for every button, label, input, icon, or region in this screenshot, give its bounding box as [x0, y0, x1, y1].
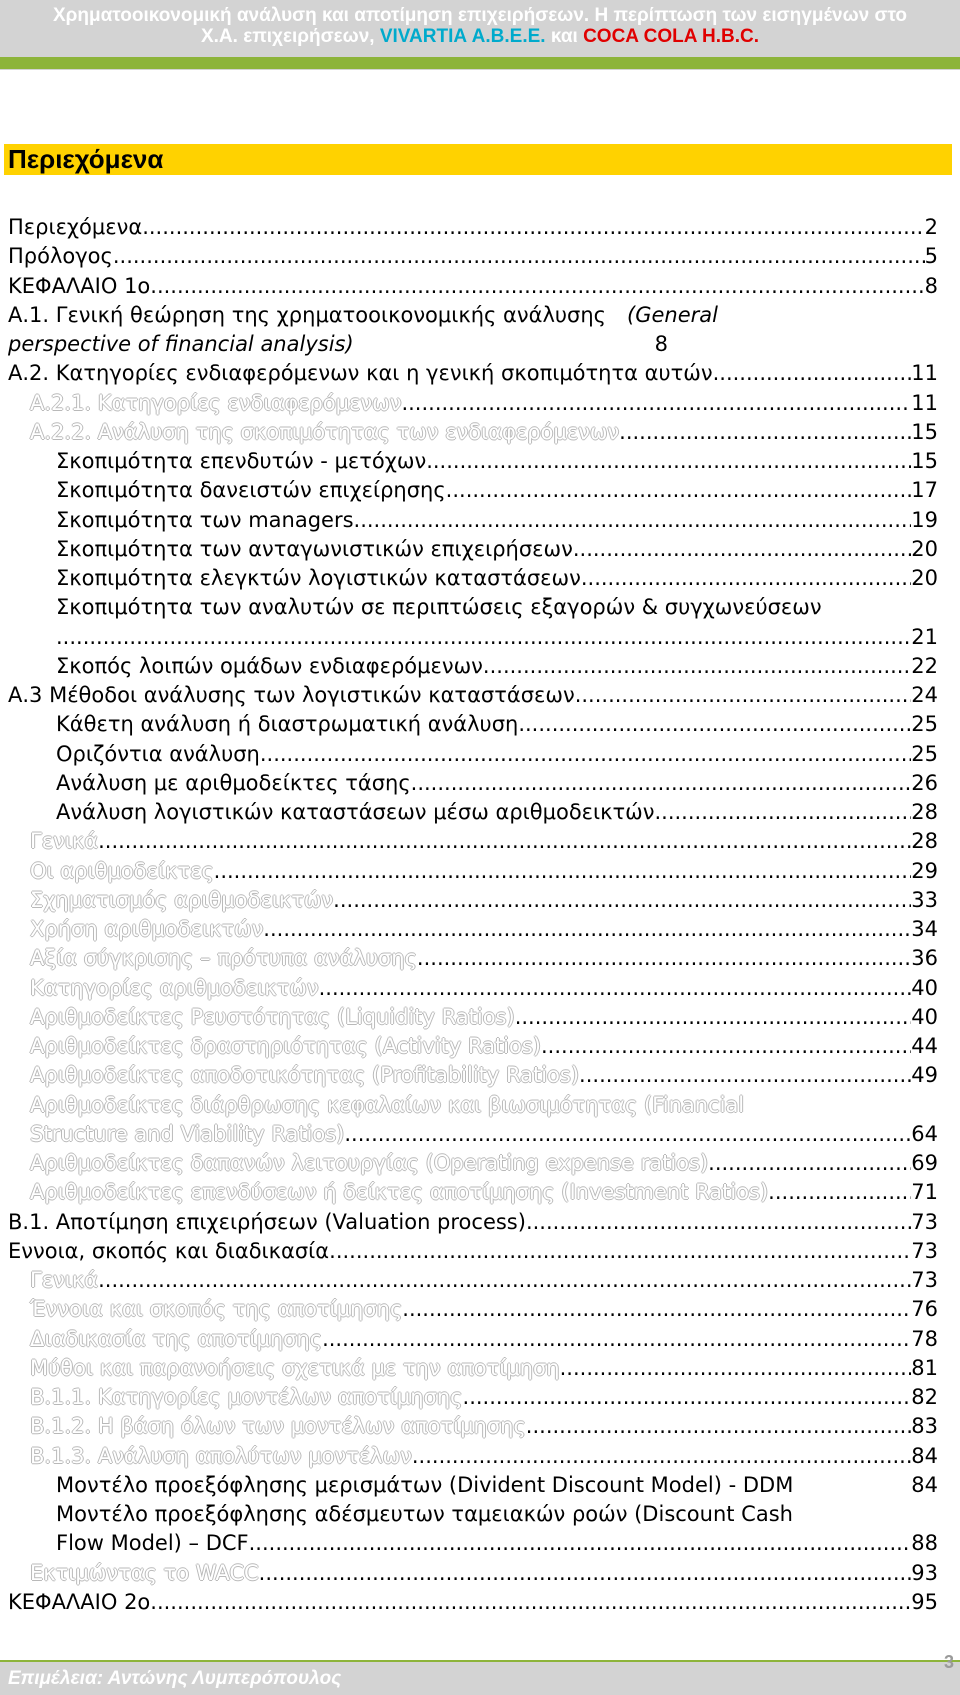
toc-entry-label: Σκοπιμότητα δανειστών επιχείρησης	[56, 478, 446, 502]
toc-entry	[8, 330, 868, 359]
toc-entry	[8, 1588, 938, 1617]
toc-dot-leader	[515, 1003, 912, 1032]
toc-entry-page: 28	[911, 800, 938, 824]
toc-entry-page: 69	[911, 1151, 938, 1175]
toc-entry-label: Αριθμοδείκτες επενδύσεων ή δείκτες αποτίμησης (Investment Ratios)	[30, 1180, 769, 1204]
toc-dot-leader	[113, 242, 925, 271]
toc-entry-page: 95	[911, 1590, 938, 1614]
toc-entry	[30, 1032, 938, 1061]
header-and: και	[545, 26, 584, 47]
toc-entry	[30, 1061, 938, 1090]
toc-entry-label: perspective of financial analysis)	[8, 332, 354, 356]
toc-entry-page: 36	[911, 946, 938, 970]
page-number: 3	[943, 1652, 954, 1672]
toc-entry-page: 25	[911, 742, 938, 766]
toc-entry-label: Γενικά	[30, 829, 99, 853]
toc-dot-leader	[573, 535, 911, 564]
toc-entry-label: Εκτιμώντας το WACC	[30, 1561, 259, 1585]
toc-entry	[30, 915, 938, 944]
toc-entry-page: 24	[911, 683, 938, 707]
toc-entry-label: Flow Model) – DCF	[56, 1531, 249, 1555]
toc-entry-page: 84	[911, 1444, 938, 1468]
toc-entry-page: 26	[911, 771, 938, 795]
toc-entry-label: Β.1.1. Κατηγορίες μοντέλων αποτίμησης	[30, 1385, 463, 1409]
toc-dot-leader	[214, 857, 912, 886]
toc-dot-leader	[463, 1383, 912, 1412]
toc-entry	[56, 623, 938, 652]
toc-entry-label: Εννοια, σκοπός και διαδικασία	[8, 1239, 330, 1263]
toc-entry	[56, 710, 938, 739]
toc-entry-label: Πρόλογος	[8, 244, 113, 268]
header-accent-bar	[0, 57, 960, 69]
toc-entry-label: Κατηγορίες αριθμοδεικτών	[30, 976, 319, 1000]
toc-entry-page: 40	[911, 976, 938, 1000]
toc-entry	[30, 1325, 938, 1354]
toc-entry	[8, 213, 938, 242]
toc-entry	[56, 535, 938, 564]
toc-dot-leader	[319, 974, 912, 1003]
toc-dot-leader	[483, 652, 911, 681]
toc-entry	[56, 798, 938, 827]
toc-entry	[30, 1091, 910, 1120]
toc-entry-label: Γενικά	[30, 1268, 99, 1292]
toc-entry-label: Σκοπιμότητα των ανταγωνιστικών επιχειρήσεων	[56, 537, 573, 561]
toc-entry-label: Ανάλυση λογιστικών καταστάσεων μέσω αριθμοδεικτών	[56, 800, 655, 824]
toc-entry-label: Β.1.2. Η βάση όλων των μοντέλων αποτίμησης	[30, 1414, 526, 1438]
toc-entry-label: Structure and Viability Ratios)	[30, 1122, 345, 1146]
toc-entry-page: 83	[911, 1414, 938, 1438]
toc-entry	[30, 1559, 938, 1588]
toc-entry-page: 11	[911, 391, 938, 415]
toc-dot-leader	[518, 710, 911, 739]
toc-dot-leader	[412, 1442, 911, 1471]
toc-entry-label: Μοντέλο προεξόφλησης μερισμάτων (Divident Discount Model) - DDM	[56, 1473, 794, 1497]
toc-entry-label: Κάθετη ανάλυση ή διαστρωματική ανάλυση	[56, 712, 519, 736]
toc-dot-leader	[426, 447, 911, 476]
toc-entry-label: ΚΕΦΑΛΑΙΟ 1ο	[8, 274, 151, 298]
toc-dot-leader	[150, 1588, 911, 1617]
toc-dot-leader	[98, 1266, 911, 1295]
toc-dot-leader	[333, 886, 911, 915]
toc-dot-leader	[581, 564, 911, 593]
toc-entry-page: 8	[654, 332, 668, 356]
toc-entry	[30, 1149, 938, 1178]
toc-entry-page: 11	[911, 361, 938, 385]
toc-entry-page: 21	[911, 625, 938, 649]
toc-entry-page: 33	[911, 888, 938, 912]
header-title-line-1: Χρηματοοικονομική ανάλυση και αποτίμηση επιχειρήσεων. Η περίπτωση των εισηγμένων στο	[52, 5, 908, 26]
toc-entry-label: Β.1. Αποτίμηση επιχειρήσεων (Valuation process).	[8, 1210, 533, 1234]
toc-dot-leader	[354, 506, 912, 535]
toc-entry-label: Α.2.2. Ανάλυση της σκοπιμότητας των ενδιαφερόμενων	[30, 420, 620, 444]
toc-dot-leader	[150, 272, 924, 301]
toc-entry	[30, 1383, 938, 1412]
toc-entry-page: 20	[911, 537, 938, 561]
toc-entry-page: 15	[911, 420, 938, 444]
toc-entry-page: 20	[911, 566, 938, 590]
toc-entry-page: 44	[911, 1034, 938, 1058]
toc-dot-leader	[263, 915, 911, 944]
toc-entry-label: Α.2. Κατηγορίες ενδιαφερόμενων και η γενική σκοπιμότητα αυτών	[8, 361, 713, 385]
toc-entry-label: Β.1.3. Ανάλυση απολύτων μοντέλων	[30, 1444, 412, 1468]
toc-entry-label: Περιεχόμενα	[8, 215, 143, 239]
toc-entry-page: 25	[911, 712, 938, 736]
toc-entry	[56, 652, 938, 681]
toc-dot-leader	[768, 1178, 911, 1207]
toc-entry	[30, 1266, 938, 1295]
toc-dot-leader	[533, 1208, 912, 1237]
toc-entry-label: Σκοπιμότητα των αναλυτών σε περιπτώσεις εξαγορών & συγχωνεύσεων	[56, 595, 822, 619]
toc-dot-leader	[329, 1237, 911, 1266]
toc-entry	[30, 886, 938, 915]
toc-dot-leader	[322, 1325, 911, 1354]
toc-dot-leader	[98, 827, 911, 856]
toc-entry	[8, 1208, 938, 1237]
toc-entry	[8, 242, 938, 271]
toc-entry	[30, 974, 938, 1003]
toc-entry-page: 29	[911, 859, 938, 883]
toc-entry	[30, 1178, 938, 1207]
toc-entry-page: 81	[911, 1356, 938, 1380]
toc-entry-label: ΚΕΦΑΛΑΙΟ 2ο	[8, 1590, 151, 1614]
toc-entry-label: Αριθμοδείκτες διάρθρωσης κεφαλαίων και βιωσιμότητας (Financial	[30, 1093, 745, 1117]
toc-dot-leader	[402, 1295, 911, 1324]
toc-entry	[30, 1442, 938, 1471]
toc-entry-label: Σκοπιμότητα ελεγκτών λογιστικών καταστάσεων	[56, 566, 581, 590]
toc-dot-leader	[142, 213, 924, 242]
toc-entry-page: 73	[911, 1268, 938, 1292]
toc-entry-page: 73	[911, 1210, 938, 1234]
toc-entry-page: 28	[911, 829, 938, 853]
toc-entry	[30, 1354, 938, 1383]
toc-entry	[8, 301, 868, 330]
toc-entry	[30, 418, 938, 447]
toc-entry-page: 76	[911, 1297, 938, 1321]
toc-entry	[30, 827, 938, 856]
toc-entry-page: 15	[911, 449, 938, 473]
toc-dot-leader	[417, 944, 911, 973]
toc-entry-page: 22	[911, 654, 938, 678]
toc-entry-page: 34	[911, 917, 938, 941]
toc-dot-leader	[260, 740, 911, 769]
page-header	[0, 0, 960, 70]
toc-dot-leader	[526, 1412, 911, 1441]
toc-dot-leader	[249, 1529, 912, 1558]
toc-entry	[56, 1529, 938, 1558]
toc-dot-leader	[708, 1149, 911, 1178]
toc-entry-page: 93	[911, 1561, 938, 1585]
toc-entry-label-italic: (General	[627, 303, 718, 327]
toc-entry-page: 84	[911, 1473, 938, 1497]
toc-entry	[30, 1412, 938, 1441]
toc-entry-label: Αριθμοδείκτες δαπανών λειτουργίας (Operating expense ratios)	[30, 1151, 709, 1175]
toc-entry-page: 5	[924, 244, 938, 268]
toc-dot-leader	[401, 389, 911, 418]
toc-entry-page: 88	[911, 1531, 938, 1555]
toc-dot-leader	[344, 1120, 911, 1149]
toc-entry-label: Ανάλυση με αριθμοδείκτες τάσης	[56, 771, 411, 795]
toc-dot-leader	[575, 681, 912, 710]
toc-entry	[8, 272, 938, 301]
toc-dot-leader	[579, 1061, 911, 1090]
toc-entry-label: Αριθμοδείκτες Ρευστότητας (Liquidity Ratios)	[30, 1005, 515, 1029]
toc-dot-leader	[259, 1559, 912, 1588]
footer-editor: Επιμέλεια: Αντώνης Λυμπερόπουλος	[8, 1668, 342, 1689]
toc-entry-label: Αριθμοδείκτες αποδοτικότητας (Profitability Ratios)	[30, 1063, 580, 1087]
toc-entry-label: Οι αριθμοδείκτες	[30, 859, 214, 883]
header-company-cocacola: COCA COLA H.B.C.	[583, 26, 759, 47]
toc-heading: Περιεχόμενα	[4, 144, 952, 175]
toc-entry	[30, 1120, 938, 1149]
toc-entry-label: Διαδικασία της αποτίμησης	[30, 1327, 323, 1351]
toc-dot-leader	[446, 476, 912, 505]
toc-entry-label: Σκοπιμότητα των managers	[56, 508, 354, 532]
toc-entry-page: 8	[924, 274, 938, 298]
toc-entry-label: Α.3 Μέθοδοι ανάλυσης των λογιστικών καταστάσεων	[8, 683, 575, 707]
toc-entry	[56, 447, 938, 476]
toc-entry	[56, 740, 938, 769]
toc-entry-label: Αξία σύγκρισης – πρότυπα ανάλυσης	[30, 946, 417, 970]
toc-dot-leader	[654, 798, 911, 827]
header-company-vivartia: VIVARTIA Α.Β.Ε.Ε.	[379, 26, 546, 47]
toc-entry-label: Σκοπός λοιπών ομάδων ενδιαφερόμενων	[56, 654, 483, 678]
toc-entry	[56, 769, 938, 798]
toc-entry	[56, 506, 938, 535]
toc-entry	[30, 944, 938, 973]
header-title-line-2	[4, 26, 956, 48]
toc-entry-label: Μύθοι και παρανοήσεις σχετικά με την αποτίμηση	[30, 1356, 560, 1380]
toc-entry	[56, 476, 938, 505]
toc-entry-page: 17	[911, 478, 938, 502]
toc-entry	[30, 1295, 938, 1324]
toc-entry-page: 82	[911, 1385, 938, 1409]
toc-dot-leader	[541, 1032, 911, 1061]
toc-entry-label: Α.1. Γενική θεώρηση της χρηματοοικονομικής ανάλυσης	[8, 303, 606, 327]
toc-entry-label: Μοντέλο προεξόφλησης αδέσμευτων ταμειακών ροών (Discount Cash	[56, 1502, 793, 1526]
toc-entry	[30, 389, 938, 418]
toc-entry-page: 64	[911, 1122, 938, 1146]
toc-entry-label: Α.2.1. Κατηγορίες ενδιαφερόμενων	[30, 391, 402, 415]
toc-entry	[56, 564, 938, 593]
toc-entry-page: 73	[911, 1239, 938, 1263]
toc-entry-page: 19	[911, 508, 938, 532]
header-prefix: Χ.Α. επιχειρήσεων,	[200, 26, 380, 47]
toc-entry	[8, 359, 938, 388]
toc-dot-leader	[713, 359, 912, 388]
toc-entry-label: Έννοια και σκοπός της αποτίμησης	[30, 1297, 403, 1321]
toc-entry-page: 71	[911, 1180, 938, 1204]
toc-entry	[30, 857, 938, 886]
toc-entry-page: 78	[911, 1327, 938, 1351]
toc-dot-leader	[411, 769, 912, 798]
toc-dot-leader	[619, 418, 911, 447]
toc-entry-page: 49	[911, 1063, 938, 1087]
toc-entry	[56, 1500, 938, 1529]
toc-entry-label: Αριθμοδείκτες δραστηριότητας (Activity Ratios)	[30, 1034, 541, 1058]
toc-entry	[8, 681, 938, 710]
toc-entry-label: Χρήση αριθμοδεικτών	[30, 917, 264, 941]
toc-entry-label: Οριζόντια ανάλυση	[56, 742, 260, 766]
toc-entry-label: Σχηματισμός αριθμοδεικτών	[30, 888, 334, 912]
toc-entry-label: Σκοπιμότητα επενδυτών - μετόχων	[56, 449, 427, 473]
toc-entry	[30, 1003, 938, 1032]
toc-entry-page: 40	[911, 1005, 938, 1029]
toc-entry	[56, 1471, 938, 1500]
toc-entry-page: 2	[924, 215, 938, 239]
toc-dot-leader	[560, 1354, 912, 1383]
toc-entry	[56, 593, 946, 622]
toc-dot-leader	[56, 623, 911, 652]
toc-entry	[8, 1237, 938, 1266]
